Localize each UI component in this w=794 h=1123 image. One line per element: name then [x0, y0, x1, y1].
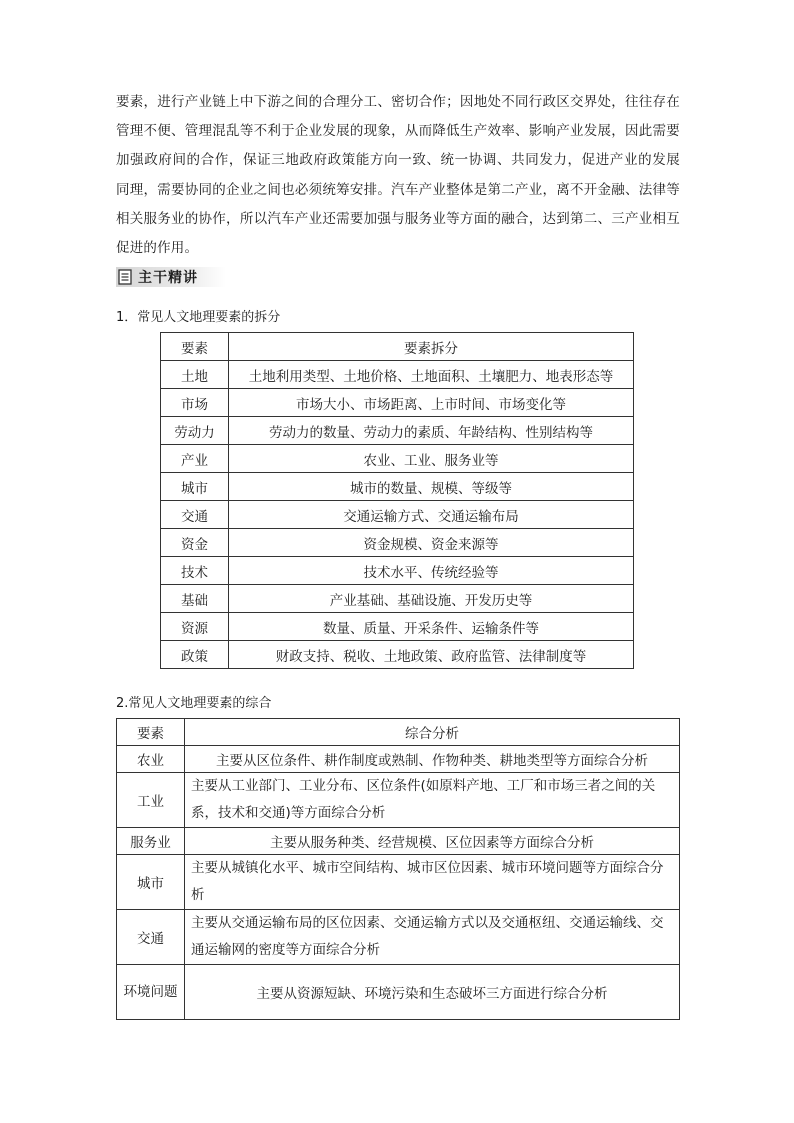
element-cell: 工业 — [117, 773, 185, 828]
element-cell: 农业 — [117, 746, 185, 773]
table-row — [161, 445, 634, 473]
element-cell: 资金 — [161, 529, 229, 557]
table-row — [161, 389, 634, 417]
table-row — [161, 585, 634, 613]
element-cell: 市场 — [161, 389, 229, 417]
intro-paragraph: 要素，进行产业链上中下游之间的合理分工、密切合作；因地处不同行政区交界处，往往存在管理不便、管理混乱等不利于企业发展的现象，从而降低生产效率、影响产业发展，因此需要加强政府间的合作，保证三地政府政策能方向一致、统一协调、共同发力，促进产业的发展 同理，需要协同的企业之间也必须统筹安排。汽车产业整体是第二产业，离不开金融、法律等相关服务业的协作，所以汽车产业还需要加强与服务业等方面的融合，达到第二、三产业相互促进的作用。 — [116, 94, 680, 257]
element-cell: 基础 — [161, 585, 229, 613]
breakdown-cell: 城市的数量、规模、等级等 — [229, 473, 634, 501]
element-breakdown-table — [160, 332, 634, 669]
element-cell: 环境问题 — [117, 965, 185, 1020]
element-cell: 城市 — [117, 855, 185, 910]
section-header — [116, 267, 226, 287]
table-row — [161, 417, 634, 445]
table-row — [161, 473, 634, 501]
analysis-cell: 主要从交通运输布局的区位因素、交通运输方式以及交通枢纽、交通运输线、交通运输网的密度等方面综合分析 — [185, 910, 680, 965]
element-cell: 劳动力 — [161, 417, 229, 445]
analysis-cell: 主要从工业部门、工业分布、区位条件(如原料产地、工厂和市场三者之间的关系，技术和交通)等方面综合分析 — [185, 773, 680, 828]
table2-heading: 2.常见人文地理要素的综合 — [116, 696, 272, 711]
table-row — [117, 910, 680, 965]
table-row — [161, 361, 634, 389]
element-cell: 交通 — [161, 501, 229, 529]
analysis-cell: 主要从区位条件、耕作制度或熟制、作物种类、耕地类型等方面综合分析 — [185, 746, 680, 773]
element-cell: 资源 — [161, 613, 229, 641]
table-row — [161, 529, 634, 557]
breakdown-cell: 资金规模、资金来源等 — [229, 529, 634, 557]
header-cell: 综合分析 — [185, 719, 680, 746]
breakdown-cell: 数量、质量、开采条件、运输条件等 — [229, 613, 634, 641]
table-row — [117, 855, 680, 910]
element-synthesis-table — [116, 718, 680, 1020]
element-cell: 服务业 — [117, 828, 185, 855]
element-cell: 技术 — [161, 557, 229, 585]
section-title: 主干精讲 — [138, 270, 198, 286]
element-cell: 土地 — [161, 361, 229, 389]
document-icon — [118, 269, 132, 285]
element-cell: 交通 — [117, 910, 185, 965]
header-cell: 要素 — [161, 333, 229, 361]
table-row — [161, 501, 634, 529]
table1-heading: 1．常见人文地理要素的拆分 — [116, 310, 281, 325]
breakdown-cell: 土地利用类型、土地价格、土地面积、土壤肥力、地表形态等 — [229, 361, 634, 389]
table-row — [117, 746, 680, 773]
analysis-cell: 主要从城镇化水平、城市空间结构、城市区位因素、城市环境问题等方面综合分析 — [185, 855, 680, 910]
table-header-row — [161, 333, 634, 361]
table-row — [161, 641, 634, 669]
analysis-cell: 主要从服务种类、经营规模、区位因素等方面综合分析 — [185, 828, 680, 855]
breakdown-cell: 劳动力的数量、劳动力的素质、年龄结构、性别结构等 — [229, 417, 634, 445]
breakdown-cell: 交通运输方式、交通运输布局 — [229, 501, 634, 529]
table-row — [117, 828, 680, 855]
table-header-row — [117, 719, 680, 746]
breakdown-cell: 财政支持、税收、土地政策、政府监管、法律制度等 — [229, 641, 634, 669]
table-row — [117, 965, 680, 1020]
table-row — [117, 773, 680, 828]
breakdown-cell: 农业、工业、服务业等 — [229, 445, 634, 473]
table-row — [161, 613, 634, 641]
analysis-cell: 主要从资源短缺、环境污染和生态破坏三方面进行综合分析 — [185, 965, 680, 1020]
breakdown-cell: 产业基础、基础设施、开发历史等 — [229, 585, 634, 613]
element-cell: 城市 — [161, 473, 229, 501]
element-cell: 产业 — [161, 445, 229, 473]
breakdown-cell: 技术水平、传统经验等 — [229, 557, 634, 585]
header-cell: 要素 — [117, 719, 185, 746]
element-cell: 政策 — [161, 641, 229, 669]
breakdown-cell: 市场大小、市场距离、上市时间、市场变化等 — [229, 389, 634, 417]
header-cell: 要素拆分 — [229, 333, 634, 361]
table-row — [161, 557, 634, 585]
